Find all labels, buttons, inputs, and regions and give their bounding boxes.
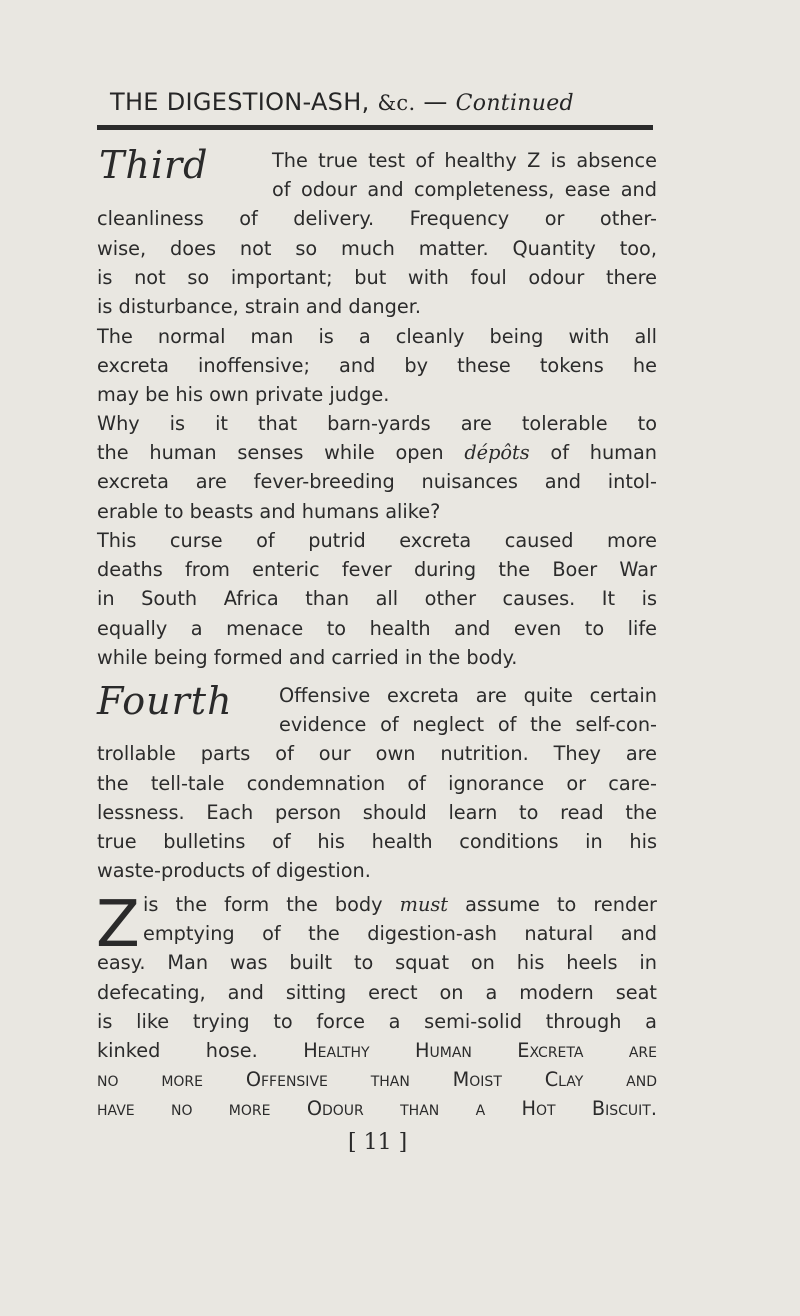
page-number: [ 11 ] (348, 1130, 408, 1155)
header-rule (97, 125, 653, 130)
text-line: The true test of healthy Z is absence (272, 149, 657, 172)
header-dash: — (423, 88, 448, 116)
text-line: excreta inoffensive; and by these tokens he (97, 354, 657, 378)
paragraph-normal-man (97, 322, 657, 410)
text-line: lessness. Each person should learn to read the (97, 800, 657, 824)
small-caps-text: Healthy Human Excreta are (303, 1039, 657, 1063)
text-line: The normal man is a cleanly being with all (97, 325, 657, 348)
text-line: true bulletins of his health conditions in his (97, 830, 657, 854)
text-line: of odour and completeness, ease and (272, 178, 657, 202)
text-line: is the form the body must assume to render (143, 893, 657, 916)
text-line: the human senses while open dépôts of human (97, 441, 657, 465)
margin-label-third: Third (99, 143, 209, 187)
text-line: is disturbance, strain and danger. (97, 295, 421, 319)
text-line: waste-products of digestion. (97, 859, 371, 883)
section-fourth (97, 681, 657, 885)
paragraph-barnyards (97, 409, 657, 526)
text-line: easy. Man was built to squat on his heels in (97, 951, 657, 975)
text-line: is like trying to force a semi-solid through a (97, 1009, 657, 1033)
text-line: have no more Odour than a Hot Biscuit. (97, 1097, 657, 1121)
text-line: while being formed and carried in the body. (97, 645, 518, 669)
header-continued: Continued (455, 91, 574, 116)
text-line: is not so important; but with foul odour there (97, 265, 657, 289)
text-line: emptying of the digestion-ash natural and (143, 922, 657, 946)
text-line: may be his own private judge. (97, 383, 390, 407)
emphasis-must: must (399, 893, 449, 916)
margin-label-fourth: Fourth (97, 679, 233, 723)
text-line: This curse of putrid excreta caused more (97, 529, 657, 552)
text-line: Why is it that barn-yards are tolerable to (97, 412, 657, 435)
paragraph-z (97, 890, 657, 1124)
text-line: deaths from enteric fever during the Boer War (97, 558, 657, 582)
text-line: erable to beasts and humans alike? (97, 499, 441, 523)
emphasis-depots: dépôts (464, 441, 530, 465)
text-line: no more Offensive than Moist Clay and (97, 1068, 657, 1092)
drop-cap-z: Z (96, 888, 140, 962)
text-line: in South Africa than all other causes. It is (97, 587, 657, 611)
text-line: the tell-tale condemnation of ignorance or care- (97, 771, 657, 795)
text-line: trollable parts of our own nutrition. They are (97, 742, 657, 766)
text-line: cleanliness of delivery. Frequency or other- (97, 207, 657, 231)
text-line: defecating, and sitting erect on a modern seat (97, 980, 657, 1004)
text-line: evidence of neglect of the self-con- (279, 713, 657, 737)
header-title: THE DIGESTION-ASH, (110, 88, 370, 116)
text-line: equally a menace to health and even to life (97, 616, 657, 640)
text-line: excreta are fever-breeding nuisances and intol- (97, 470, 657, 494)
section-third (97, 146, 657, 321)
text-line: Offensive excreta are quite certain (279, 684, 657, 707)
header-amp: &c. (377, 91, 416, 115)
paragraph-curse (97, 526, 657, 672)
text-line: wise, does not so much matter. Quantity too, (97, 236, 657, 260)
text-line: kinked hose. Healthy Human Excreta are (97, 1039, 657, 1063)
running-header (110, 88, 655, 116)
